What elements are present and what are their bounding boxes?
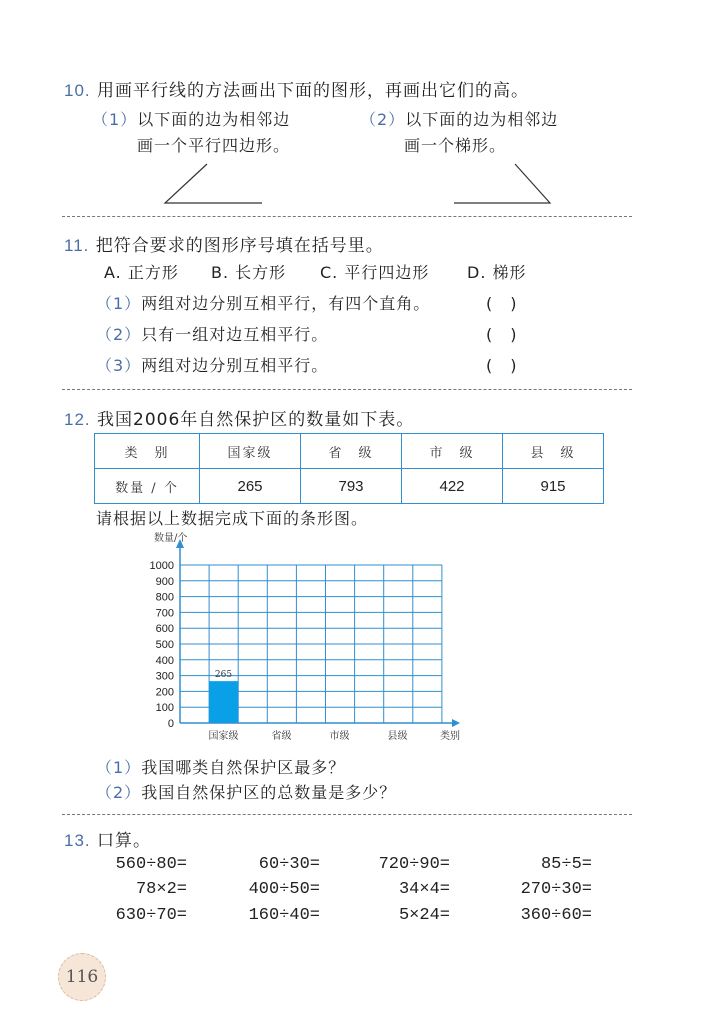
x-axis-arrow xyxy=(452,719,460,727)
table-header-row xyxy=(95,434,604,469)
q11-item-2-answer-blank[interactable]: ( ) xyxy=(486,325,518,344)
divider-1 xyxy=(62,216,632,217)
q11-option-b: B. 长方形 xyxy=(211,263,287,282)
calc-item: 5×24= xyxy=(398,906,450,925)
x-category-label: 县级 xyxy=(387,731,408,742)
q11-item-2-number: （2） xyxy=(96,325,142,344)
q10-part1-text1: 以下面的边为相邻边 xyxy=(137,110,291,129)
page-number: 116 xyxy=(65,967,99,987)
parallelogram-given-sides xyxy=(165,164,262,203)
q11-number: 11. xyxy=(64,236,90,255)
y-tick-label: 300 xyxy=(155,670,174,683)
calc-item: 270÷30= xyxy=(520,880,592,899)
q12-bar-chart xyxy=(140,528,480,748)
q11-option-a: A. 正方形 xyxy=(104,263,179,282)
y-tick-label: 900 xyxy=(155,575,174,588)
table-header-category: 类 别 xyxy=(95,434,200,469)
y-tick-label: 500 xyxy=(155,639,174,651)
divider-2 xyxy=(62,389,632,390)
x-axis-label: 类别 xyxy=(440,731,460,742)
table-cell-municipal: 422 xyxy=(402,469,503,504)
q10-part1-line2: 画一个平行四边形。 xyxy=(137,136,291,155)
q11-prompt: 把符合要求的图形序号填在括号里。 xyxy=(95,236,384,256)
q11-item-1 xyxy=(96,291,430,314)
q10-part2-text1: 以下面的边为相邻边 xyxy=(405,110,559,129)
q11-item-3-text: 两组对边分别互相平行。 xyxy=(141,356,329,375)
calc-item: 78×2= xyxy=(135,880,187,899)
calc-item: 400÷50= xyxy=(248,880,320,899)
y-tick-label: 600 xyxy=(155,623,174,636)
q10-prompt: 用画平行线的方法画出下面的图形，再画出它们的高。 xyxy=(97,81,530,101)
calc-item: 160÷40= xyxy=(248,906,320,925)
q11-item-3-number: （3） xyxy=(96,356,142,375)
q13-title xyxy=(64,826,151,851)
q12-data-table xyxy=(94,433,604,504)
q11-option-c: C. 平行四边形 xyxy=(320,263,430,282)
q10-part1-number: （1） xyxy=(92,110,138,129)
q11-item-1-answer-blank[interactable]: ( ) xyxy=(486,294,518,313)
trapezoid-given-sides xyxy=(454,164,550,203)
y-tick-label: 200 xyxy=(155,686,174,699)
q11-item-3 xyxy=(96,353,328,376)
calc-item: 360÷60= xyxy=(520,906,592,925)
x-category-label: 国家级 xyxy=(208,731,239,742)
calc-item: 85÷5= xyxy=(540,855,592,874)
table-header-municipal: 市 级 xyxy=(402,434,503,469)
q13-number: 13. xyxy=(64,831,91,850)
q10-part2-number: （2） xyxy=(360,110,406,129)
q11-item-3-answer-blank[interactable]: ( ) xyxy=(486,356,518,375)
table-cell-national: 265 xyxy=(200,469,301,504)
q11-item-2 xyxy=(96,322,328,345)
q12-question-1-text: 我国哪类自然保护区最多？ xyxy=(141,758,346,777)
bar-0 xyxy=(209,681,238,723)
q12-question-2 xyxy=(96,780,396,803)
q12-question-2-text: 我国自然保护区的总数量是多少？ xyxy=(141,783,397,802)
table-header-county: 县 级 xyxy=(503,434,604,469)
calc-item: 630÷70= xyxy=(115,906,187,925)
table-header-national: 国家级 xyxy=(200,434,301,469)
calc-item: 560÷80= xyxy=(115,855,187,874)
x-category-label: 市级 xyxy=(329,731,350,742)
q12-question-1-number: （1） xyxy=(96,758,142,777)
table-header-provincial: 省 级 xyxy=(301,434,402,469)
bar-data-label: 265 xyxy=(214,670,233,681)
y-tick-label: 400 xyxy=(155,654,174,667)
q11-item-1-text: 两组对边分别互相平行，有四个直角。 xyxy=(141,294,431,313)
y-tick-label: 800 xyxy=(155,591,174,604)
q10-number: 10. xyxy=(64,81,91,100)
table-row-label: 数量 / 个 xyxy=(95,469,200,504)
q10-part2-line2: 画一个梯形。 xyxy=(404,136,507,155)
q12-number: 12. xyxy=(64,410,91,429)
q11-item-1-number: （1） xyxy=(96,294,142,313)
q10-given-sides xyxy=(0,0,724,220)
x-category-label: 省级 xyxy=(271,731,292,742)
table-value-row xyxy=(95,469,604,504)
y-tick-label: 700 xyxy=(155,607,174,620)
q12-instruction: 请根据以上数据完成下面的条形图。 xyxy=(96,509,369,528)
calc-item: 60÷30= xyxy=(258,855,320,874)
y-axis-label: 数量/个 xyxy=(154,533,188,544)
q12-question-1 xyxy=(96,755,345,778)
q12-title xyxy=(64,405,414,430)
q11-title xyxy=(64,231,384,256)
q12-question-2-number: （2） xyxy=(96,783,142,802)
q13-prompt: 口算。 xyxy=(97,831,152,851)
y-tick-label: 0 xyxy=(167,718,174,730)
y-tick-label: 100 xyxy=(155,702,174,715)
q12-prompt: 我国2006年自然保护区的数量如下表。 xyxy=(97,410,415,430)
y-tick-label: 1000 xyxy=(149,560,174,572)
divider-3 xyxy=(62,814,632,815)
q11-option-d: D. 梯形 xyxy=(467,263,527,282)
page-number-badge xyxy=(58,953,106,1001)
table-cell-county: 915 xyxy=(503,469,604,504)
calc-item: 720÷90= xyxy=(378,855,450,874)
q11-item-2-text: 只有一组对边互相平行。 xyxy=(141,325,329,344)
table-cell-provincial: 793 xyxy=(301,469,402,504)
calc-item: 34×4= xyxy=(398,880,450,899)
